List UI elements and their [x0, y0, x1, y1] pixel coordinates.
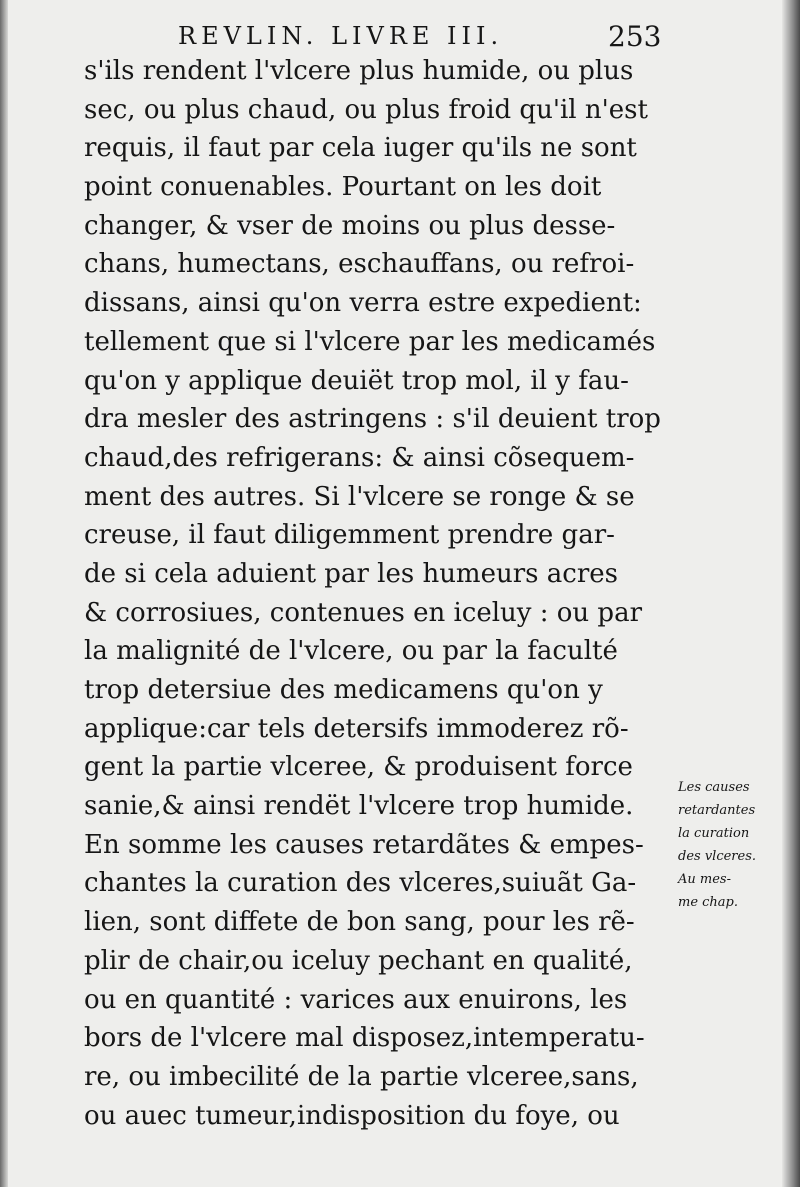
text-line: chans, humectans, eschauffans, ou refroi-: [84, 249, 635, 280]
margin-note-line: des vlceres.: [678, 849, 757, 864]
margin-note-line: retardantes: [678, 803, 756, 818]
text-line: creuse, il faut diligemment prendre gar-: [84, 520, 615, 551]
text-line: requis, il faut par cela iuger qu'ils ne sont: [84, 133, 637, 164]
text-line: & corrosiues, contenues en iceluy : ou par: [84, 597, 643, 628]
text-line: En somme les causes retardãtes & empes-: [84, 829, 644, 860]
text-line: chaud,des refrigerans: & ainsi cõsequem-: [84, 442, 635, 473]
page-gutter-shadow: [0, 0, 8, 1187]
text-line: qu'on y applique deuiët trop mol, il y fau-: [84, 365, 629, 396]
text-line: plir de chair,ou iceluy pechant en qualité,: [84, 945, 633, 976]
body-text: [84, 52, 670, 1135]
margin-note-line: la curation: [678, 826, 750, 841]
text-line: ou auec tumeur,indisposition du foye, ou: [84, 1100, 620, 1131]
running-head: REVLIN. LIVRE III.: [178, 22, 504, 50]
text-line: lien, sont diffete de bon sang, pour les rẽ-: [84, 907, 635, 938]
text-line: sec, ou plus chaud, ou plus froid qu'il n'est: [84, 94, 648, 125]
text-line: dissans, ainsi qu'on verra estre expedient:: [84, 288, 642, 319]
text-line: s'ils rendent l'vlcere plus humide, ou plus: [84, 56, 634, 86]
text-line: point conuenables. Pourtant on les doit: [84, 172, 602, 203]
margin-note: [678, 776, 790, 914]
text-line: trop detersiue des medicamens qu'on y: [84, 675, 603, 705]
text-line: ment des autres. Si l'vlcere se ronge & se: [84, 481, 635, 512]
text-line: gent la partie vlceree, & produisent force: [84, 752, 633, 783]
text-line: re, ou imbecilité de la partie vlceree,sans,: [84, 1061, 639, 1092]
text-line: changer, & vser de moins ou plus desse-: [84, 210, 616, 241]
text-line: dra mesler des astringens : s'il deuient trop: [84, 404, 661, 435]
text-line: chantes la curation des vlceres,suiuãt Ga-: [84, 868, 637, 899]
margin-note-line: Les causes: [678, 780, 750, 795]
text-line: ou en quantité : varices aux enuirons, les: [84, 984, 628, 1015]
margin-note-line: me chap.: [678, 895, 739, 910]
text-line: sanie,& ainsi rendët l'vlcere trop humide.: [84, 791, 634, 822]
text-line: de si cela aduient par les humeurs acres: [84, 558, 618, 589]
page-number: 253: [608, 20, 662, 53]
text-line: bors de l'vlcere mal disposez,intemperatu-: [84, 1023, 645, 1054]
margin-note-line: Au mes-: [678, 872, 731, 887]
text-line: la malignité de l'vlcere, ou par la faculté: [84, 636, 618, 667]
page-edge-shadow: [782, 0, 800, 1187]
text-line: applique:car tels detersifs immoderez rõ-: [84, 713, 629, 744]
text-line: tellement que si l'vlcere par les medicamés: [84, 326, 656, 357]
